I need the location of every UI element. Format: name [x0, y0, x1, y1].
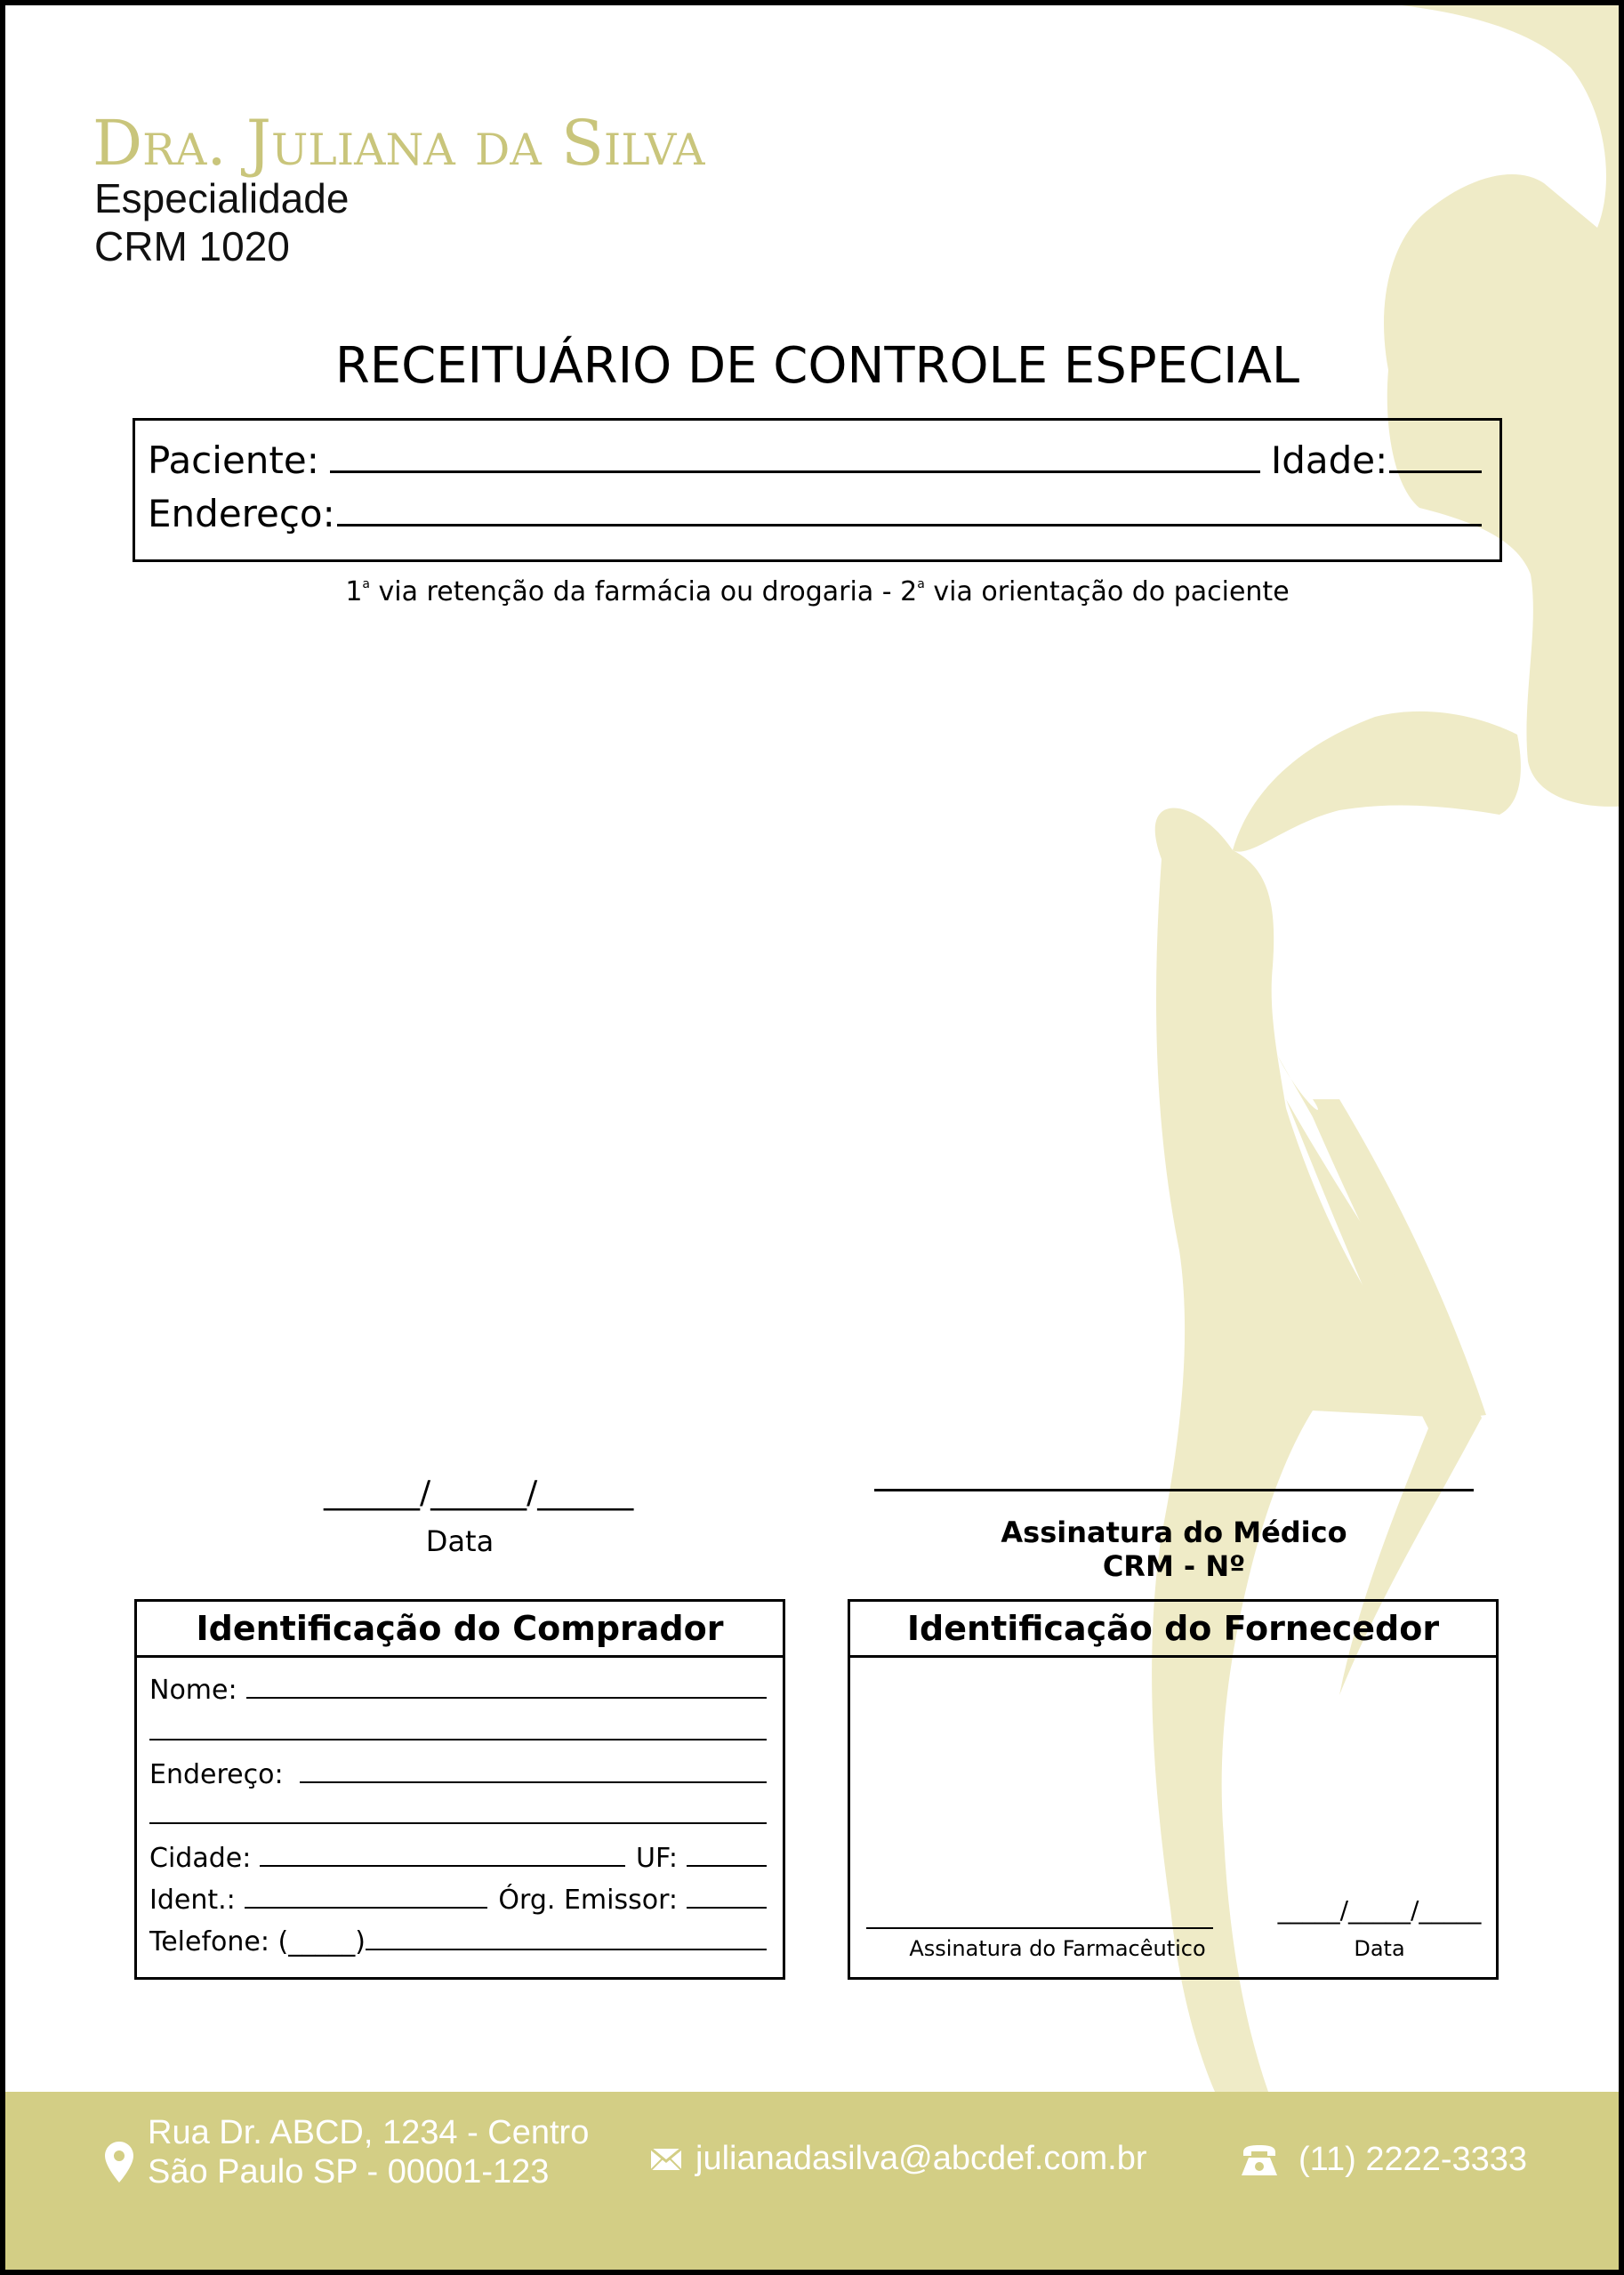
buyer-name-field-2[interactable] — [149, 1717, 767, 1740]
patient-label: Paciente: — [148, 438, 319, 482]
buyer-issuer-field[interactable] — [687, 1885, 767, 1909]
footer-bar — [5, 2092, 1624, 2275]
doctor-specialty: Especialidade — [94, 175, 350, 221]
pharmacist-signature-label: Assinatura do Farmacêutico — [909, 1936, 1206, 1961]
doctor-name: Dra. Juliana da Silva — [92, 107, 705, 180]
buyer-phone-label: Telefone: (_____) — [149, 1926, 366, 1957]
address-field[interactable] — [337, 497, 1482, 527]
buyer-address-row — [149, 1759, 767, 1790]
copies-ordinal-1: a — [362, 577, 371, 591]
buyer-state-field[interactable] — [687, 1844, 767, 1867]
patient-row — [148, 438, 1482, 482]
footer-address-line2: São Paulo SP - 00001-123 — [148, 2153, 550, 2191]
address-label: Endereço: — [148, 492, 335, 535]
supplier-title: Identificação do Fornecedor — [850, 1602, 1496, 1658]
buyer-id-row — [149, 1885, 767, 1916]
pharmacist-signature-line[interactable] — [866, 1927, 1213, 1929]
buyer-name-label: Nome: — [149, 1675, 237, 1706]
doctor-crm: CRM 1020 — [94, 223, 290, 269]
buyer-address-field[interactable] — [300, 1760, 767, 1783]
document-title: RECEITUÁRIO DE CONTROLE ESPECIAL — [334, 337, 1300, 395]
address-row — [148, 492, 1482, 535]
doctor-signature-text: Assinatura do Médico — [1001, 1515, 1347, 1549]
prescription-date-field[interactable]: ______/______/______ — [324, 1475, 634, 1511]
buyer-address-field-2[interactable] — [149, 1801, 767, 1824]
supplier-date-label: Data — [1354, 1936, 1405, 1961]
copies-first-number: 1 — [345, 576, 363, 607]
copies-first-text: via retenção da farmácia ou drogaria - 2 — [370, 576, 918, 607]
buyer-box — [134, 1599, 785, 1980]
prescription-date-label: Data — [425, 1524, 494, 1558]
envelope-icon — [651, 2149, 681, 2170]
buyer-state-label: UF: — [636, 1843, 678, 1874]
doctor-signature-line[interactable] — [874, 1489, 1474, 1491]
buyer-city-label: Cidade: — [149, 1843, 252, 1874]
copies-second-text: via orientação do paciente — [924, 576, 1290, 607]
buyer-name-field[interactable] — [246, 1676, 767, 1699]
footer-email[interactable]: julianadasilva@abcdef.com.br — [695, 2140, 1147, 2177]
telephone-icon — [1240, 2143, 1279, 2177]
buyer-id-field[interactable] — [245, 1885, 488, 1909]
buyer-city-row — [149, 1843, 767, 1874]
buyer-address-row-2 — [149, 1801, 767, 1824]
buyer-name-row-2 — [149, 1717, 767, 1740]
footer-phone[interactable]: (11) 2222-3333 — [1298, 2141, 1528, 2178]
buyer-city-field[interactable] — [260, 1844, 625, 1867]
patient-field[interactable] — [330, 444, 1260, 473]
patient-box — [133, 418, 1502, 562]
buyer-phone-field[interactable] — [366, 1927, 767, 1950]
location-pin-icon — [105, 2142, 133, 2183]
doctor-crm-text: CRM - Nº — [1102, 1549, 1246, 1584]
buyer-issuer-label: Órg. Emissor: — [498, 1885, 678, 1916]
buyer-address-label: Endereço: — [149, 1759, 284, 1790]
buyer-name-row — [149, 1675, 767, 1706]
supplier-box — [848, 1599, 1499, 1980]
age-label: Idade: — [1270, 438, 1388, 482]
copies-ordinal-2: a — [917, 577, 925, 591]
buyer-phone-row — [149, 1926, 767, 1957]
copies-note — [5, 576, 1624, 607]
footer-address-line1: Rua Dr. ABCD, 1234 - Centro — [148, 2114, 590, 2151]
buyer-title: Identificação do Comprador — [137, 1602, 783, 1658]
doctor-signature-label — [874, 1515, 1474, 1584]
supplier-date-field[interactable]: _____/_____/_____ — [1277, 1895, 1482, 1925]
age-field[interactable] — [1389, 444, 1482, 473]
buyer-id-label: Ident.: — [149, 1885, 236, 1916]
